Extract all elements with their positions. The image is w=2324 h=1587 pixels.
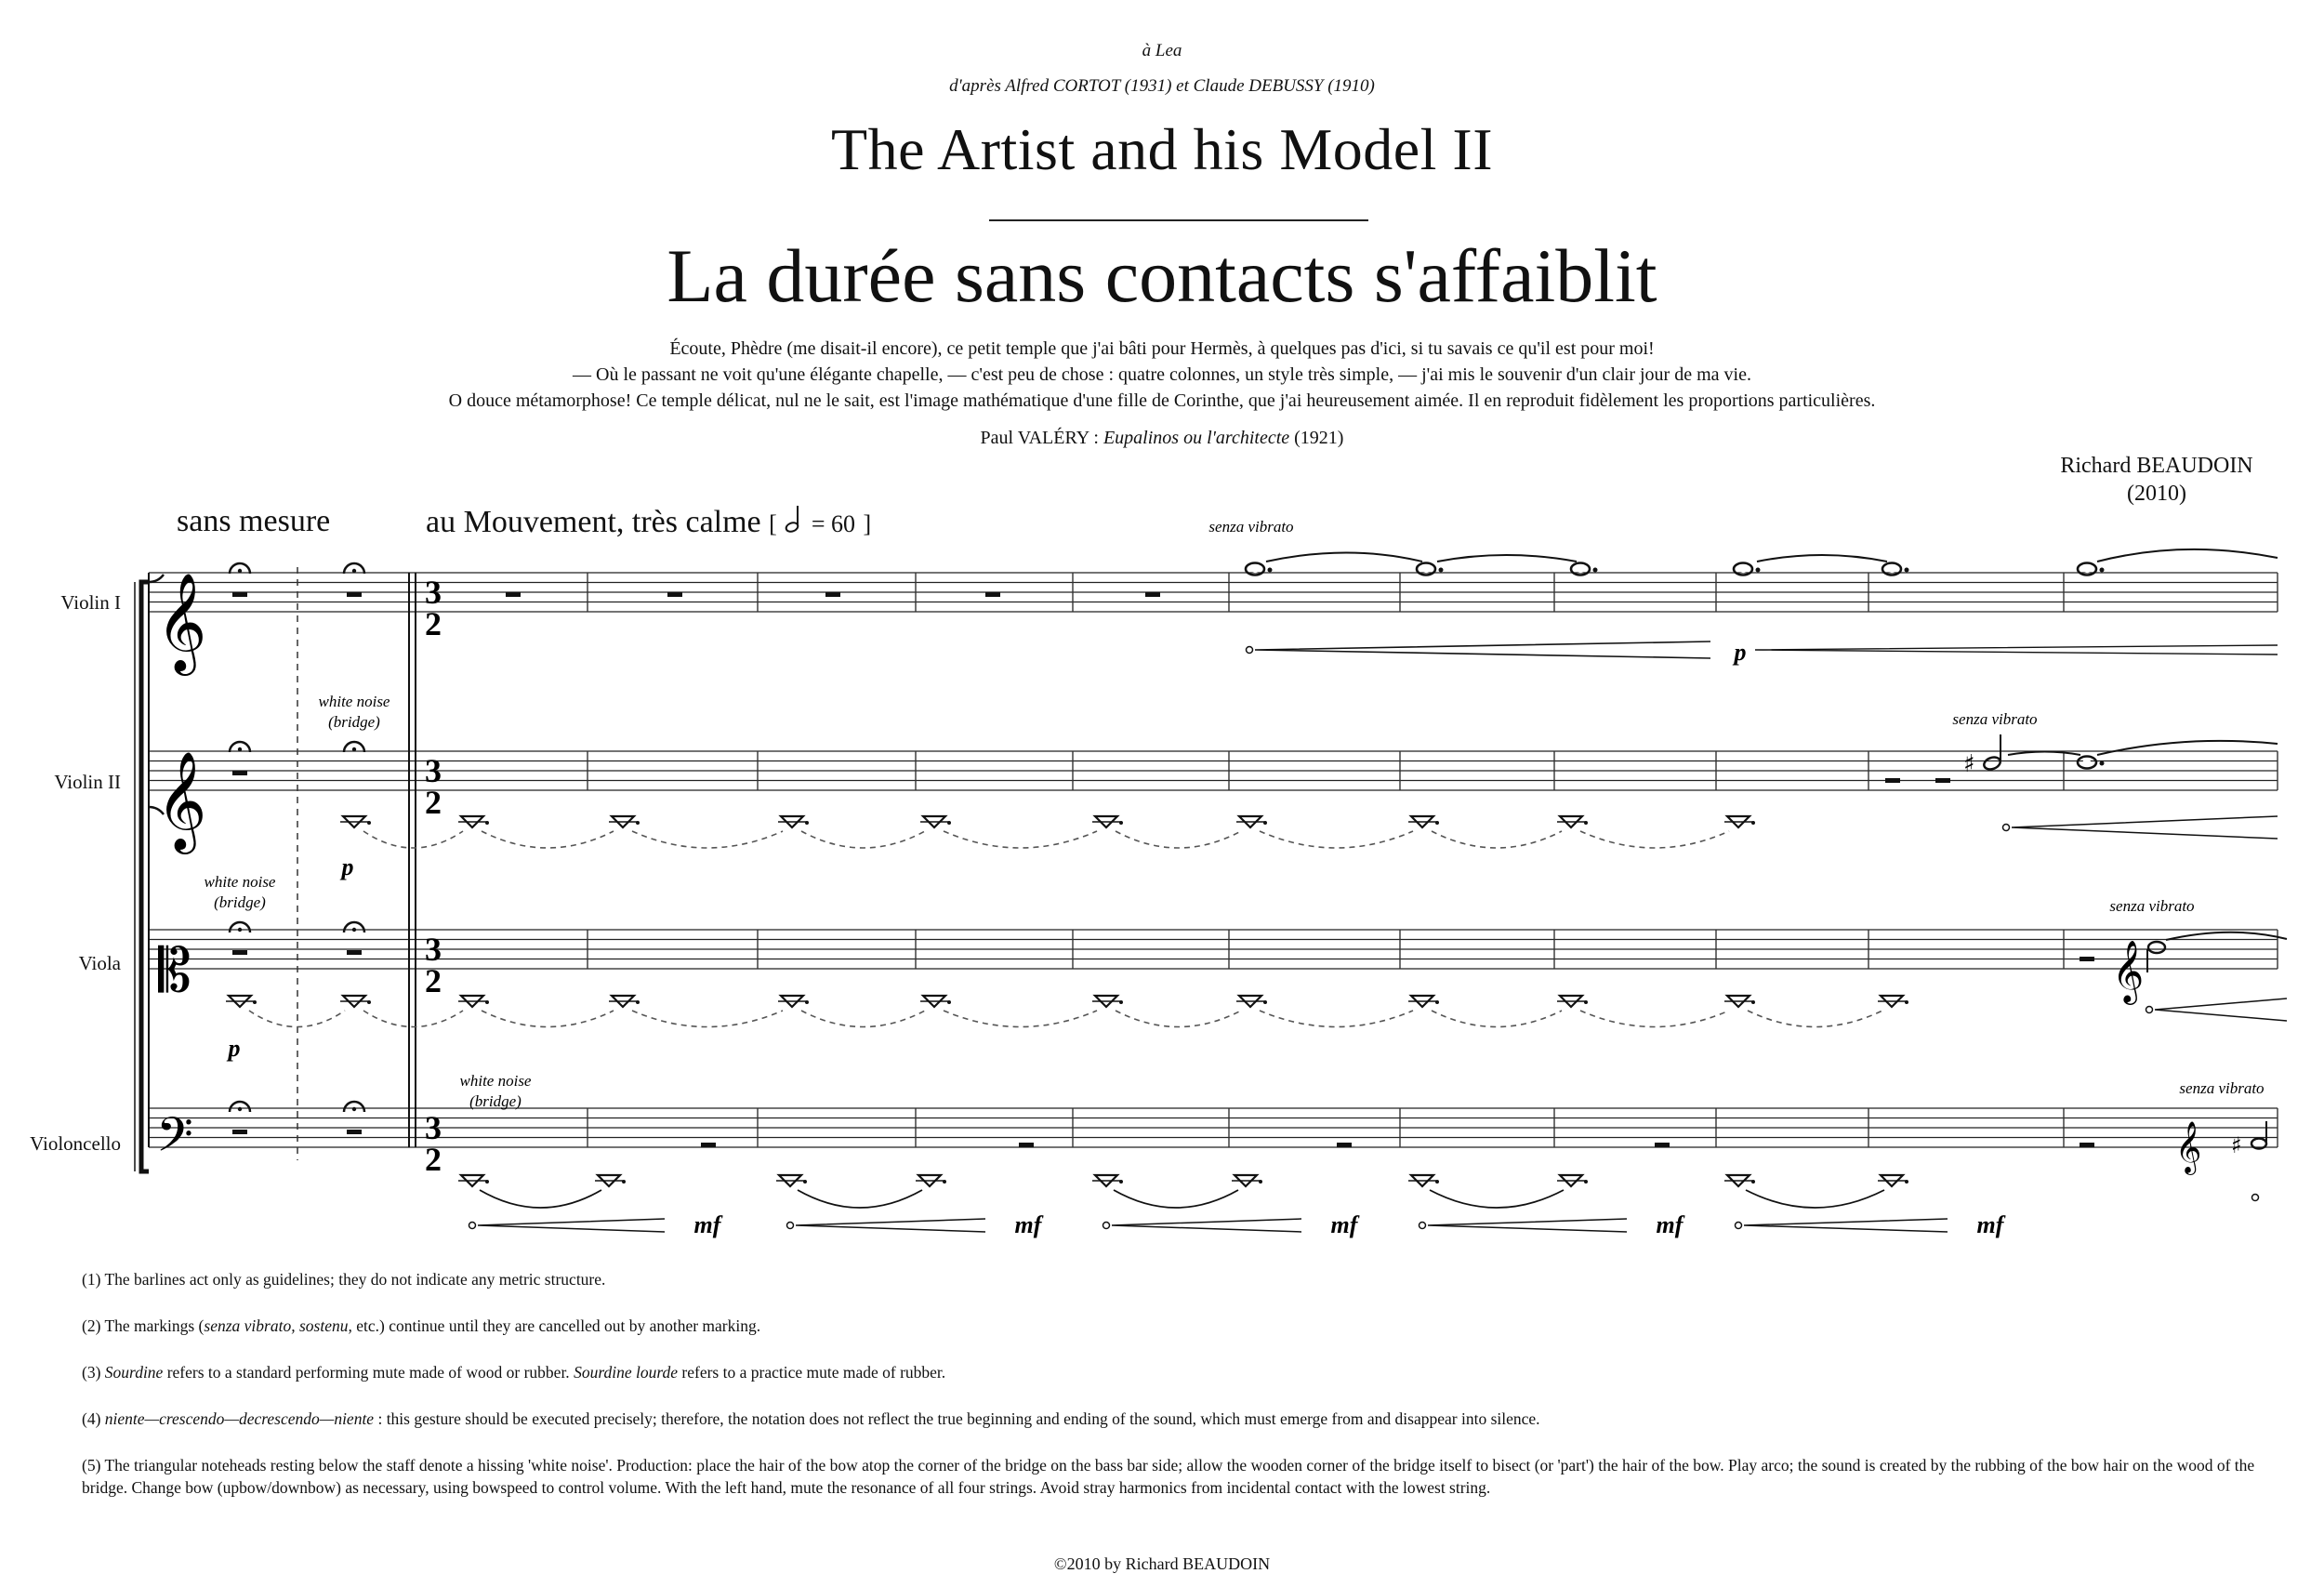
footnote-term: Sourdine lourde — [574, 1363, 679, 1382]
footnote-text: The markings ( — [104, 1316, 205, 1335]
white-noise-notehead — [1878, 1175, 1908, 1186]
white-noise-notehead — [1724, 816, 1755, 827]
epigraph-line-3: O douce métamorphose! Ce temple délicat, nul ne le sait, est l'image mathématique d'une fille de Corinthe, que j'ai heureusement aimée. Il en reproduit fidèlement les proportions particulières. — [448, 390, 1876, 411]
metronome-close: ] — [863, 510, 872, 537]
slur — [1430, 1190, 1564, 1208]
marking-white-noise: white noise — [204, 873, 276, 891]
viola-white-noise — [226, 996, 1908, 1027]
dynamic-p: p — [341, 853, 354, 880]
metronome-open: [ — [769, 510, 777, 537]
dynamic-mf: mf — [1656, 1211, 1684, 1238]
time-sig-top: 3 — [425, 1109, 442, 1146]
epigraph-author: Paul VALÉRY : — [980, 428, 1103, 448]
tie — [1748, 1011, 1882, 1027]
tie — [801, 1011, 925, 1027]
slur — [480, 1190, 601, 1208]
hairpin — [1112, 1219, 1301, 1232]
footnote-text: : this gesture should be executed precisely; therefore, the notation does not reflect the true beginning and ending of the sound, which must emerge from and disappear into silence. — [374, 1409, 1540, 1428]
white-noise-notehead — [1878, 996, 1908, 1007]
white-noise-notehead — [1724, 996, 1755, 1007]
tempo-free: sans mesure — [177, 504, 331, 538]
hairpin — [796, 1219, 985, 1232]
white-noise-notehead — [1092, 1175, 1123, 1186]
slur — [798, 1190, 922, 1208]
footnote-5 — [82, 1454, 2276, 1499]
footnote-text: The barlines act only as guidelines; they do not indicate any metric structure. — [104, 1270, 606, 1289]
bass-clef-icon: 𝄢 — [156, 1106, 193, 1174]
tempo-main-label: au Mouvement, très calme — [426, 505, 761, 539]
barlines — [149, 573, 2278, 1147]
svg-text:♯: ♯ — [1963, 750, 1975, 778]
tie — [482, 1011, 614, 1027]
white-noise-notehead — [609, 996, 640, 1007]
niente-circle — [1103, 1223, 1110, 1229]
treble-clef-icon: 𝄞 — [156, 750, 207, 850]
tie — [1116, 831, 1241, 848]
time-sig-bottom: 2 — [425, 1141, 442, 1178]
marking-senza-vibrato: senza vibrato — [2109, 897, 2195, 915]
niente-circle — [1736, 1223, 1742, 1229]
white-noise-notehead — [778, 996, 809, 1007]
page-subtitle: La durée sans contacts s'affaiblit — [667, 233, 1657, 318]
footnote-text: refers to a practice mute made of rubber. — [678, 1363, 946, 1382]
hairpin — [1428, 1219, 1627, 1232]
white-noise-notehead — [920, 996, 951, 1007]
footnote-term: Sourdine — [104, 1363, 164, 1382]
marking-white-noise: white noise — [318, 693, 390, 710]
viola-notes — [2080, 932, 2287, 1021]
footnote-label: (4) — [82, 1409, 105, 1428]
niente-circle — [1419, 1223, 1426, 1229]
white-noise-notehead — [340, 816, 371, 827]
white-noise-notehead — [916, 1175, 946, 1186]
white-noise-notehead — [1236, 816, 1267, 827]
white-noise-notehead — [1408, 816, 1439, 827]
tie — [1260, 1011, 1413, 1027]
dynamic-p: p — [1734, 639, 1747, 666]
tie — [944, 831, 1097, 848]
alto-clef-icon: 𝄡 — [158, 937, 191, 1006]
time-sig-bottom: 2 — [425, 962, 442, 999]
epigraph-line-2: — Où le passant ne voit qu'une élégante chapelle, — c'est peu de chose : quatre colonnes, un style très simple, — j'ai mis le souvenir d'un clair jour de ma vie. — [573, 364, 1751, 385]
time-sig-top: 3 — [425, 752, 442, 789]
footnote-label: (3) — [82, 1363, 105, 1382]
svg-text:♯: ♯ — [2231, 1132, 2242, 1158]
white-noise-notehead — [458, 816, 489, 827]
marking-white-noise: white noise — [459, 1072, 532, 1090]
dynamic-mf: mf — [1330, 1211, 1358, 1238]
composer-name: Richard BEAUDOIN — [2060, 454, 2253, 478]
white-noise-notehead — [1408, 996, 1439, 1007]
footnote-text: refers to a standard performing mute made of wood or rubber. — [163, 1363, 574, 1382]
white-noise-notehead — [920, 816, 951, 827]
tie — [1432, 831, 1562, 848]
white-noise-notehead — [458, 1175, 489, 1186]
white-noise-notehead — [595, 1175, 626, 1186]
time-sig-bottom: 2 — [425, 605, 442, 642]
slur — [1114, 1190, 1238, 1208]
treble-clef-icon: 𝄞 — [156, 572, 207, 671]
footnote-3 — [82, 1361, 2276, 1383]
footnote-text: etc.) continue until they are cancelled out by another marking. — [351, 1316, 761, 1335]
white-noise-notehead — [609, 816, 640, 827]
time-sig-top: 3 — [425, 931, 442, 968]
white-noise-notehead — [1557, 996, 1588, 1007]
marking-bridge: (bridge) — [469, 1092, 522, 1110]
footnote-text: The triangular noteheads resting below the staff denote a hissing 'white noise'. Production: place the hair of the bow atop the corner of the bridge on the bass bar side; allow the wooden corner of the bridge itself to bisect (or 'part') the hair of the bow. Play arco; the sound is created by the rubbing of the bow hair on the wood of the bridge. Change bow (upbow/downbow) as necessary, using bowspeed to control volume. With the left hand, mute the resonance of all four strings. Avoid stray harmonics from incidental contact with the lowest string. — [82, 1456, 2255, 1497]
marking-senza-vibrato: senza vibrato — [2179, 1079, 2265, 1097]
time-sig-top: 3 — [425, 574, 442, 611]
white-noise-notehead — [778, 816, 809, 827]
tie — [363, 831, 463, 848]
instrument-violin-1: Violin I — [60, 591, 121, 614]
tie — [1116, 1011, 1241, 1027]
white-noise-notehead — [1557, 816, 1588, 827]
instrument-violoncello: Violoncello — [30, 1132, 121, 1155]
niente-circle — [469, 1223, 476, 1229]
marking-senza-vibrato: senza vibrato — [1208, 518, 1294, 536]
footnote-term: niente—crescendo—decrescendo—niente — [104, 1409, 375, 1428]
staves — [149, 573, 2278, 1147]
dynamic-p: p — [228, 1035, 241, 1062]
page-title: The Artist and his Model II — [830, 116, 1494, 182]
white-noise-notehead — [1557, 1175, 1588, 1186]
white-noise-notehead — [1092, 816, 1123, 827]
tie — [944, 1011, 1097, 1027]
violin2-notes — [1885, 734, 2278, 839]
hairpin — [478, 1219, 665, 1232]
footnote-label: (2) — [82, 1316, 105, 1335]
instrument-violin-2: Violin II — [54, 771, 121, 793]
tie — [1580, 831, 1729, 848]
dynamic-mf: mf — [1014, 1211, 1042, 1238]
tie — [632, 1011, 783, 1027]
white-noise-notehead — [226, 996, 257, 1007]
footnote-1 — [82, 1268, 2276, 1290]
footnote-term: senza vibrato, sostenu, — [204, 1316, 352, 1335]
dynamic-mf: mf — [693, 1211, 721, 1238]
metronome-value: = 60 — [811, 510, 855, 537]
system-bracket — [141, 582, 149, 1171]
white-noise-notehead — [1232, 1175, 1262, 1186]
epigraph-line-1: Écoute, Phèdre (me disait-il encore), ce petit temple que j'ai bâti pour Hermès, à quelques pas d'ici, si tu savais ce qu'il est pour moi! — [669, 338, 1655, 359]
svg-text:𝄞: 𝄞 — [2175, 1121, 2202, 1173]
marking-bridge: (bridge) — [214, 893, 266, 911]
instrument-viola: Viola — [78, 952, 121, 974]
cello-hairpins — [694, 1211, 2006, 1238]
time-sig-bottom: 2 — [425, 784, 442, 821]
marking-senza-vibrato: senza vibrato — [1952, 710, 2038, 728]
cello-white-noise — [458, 1175, 1948, 1232]
footnote-label: (5) — [82, 1456, 105, 1475]
footnote-4 — [82, 1408, 2276, 1430]
white-noise-notehead — [1236, 996, 1267, 1007]
footnote-label: (1) — [82, 1270, 105, 1289]
tie — [801, 831, 925, 848]
tie — [632, 831, 783, 848]
white-noise-notehead — [1408, 1175, 1439, 1186]
marking-bridge: (bridge) — [328, 713, 380, 731]
tie — [1580, 1011, 1729, 1027]
violin1-rests — [506, 592, 1160, 597]
white-noise-notehead — [340, 996, 371, 1007]
white-noise-notehead — [1724, 1175, 1755, 1186]
source-credit: d'après Alfred CORTOT (1931) et Claude DEBUSSY (1910) — [949, 76, 1375, 96]
composer-year: (2010) — [2127, 482, 2186, 506]
svg-text:𝄞: 𝄞 — [2112, 939, 2145, 1002]
tie — [1260, 831, 1413, 848]
epigraph-year: (1921) — [1289, 428, 1344, 448]
niente-circle — [787, 1223, 794, 1229]
white-noise-notehead — [458, 996, 489, 1007]
dedication: à Lea — [1142, 41, 1182, 60]
slur — [1746, 1190, 1884, 1208]
violin2-white-noise — [340, 816, 1755, 848]
white-noise-notehead — [1092, 996, 1123, 1007]
copyright: ©2010 by Richard BEAUDOIN — [1053, 1554, 1271, 1573]
tie — [482, 831, 614, 848]
tie — [1432, 1011, 1562, 1027]
tie — [363, 1011, 463, 1027]
hairpin — [1744, 1219, 1948, 1232]
epigraph-work: Eupalinos ou l'architecte — [1103, 428, 1290, 448]
footnote-2 — [82, 1315, 2276, 1337]
cello-rests — [701, 1121, 2266, 1201]
white-noise-notehead — [776, 1175, 807, 1186]
dynamic-mf: mf — [1976, 1211, 2004, 1238]
